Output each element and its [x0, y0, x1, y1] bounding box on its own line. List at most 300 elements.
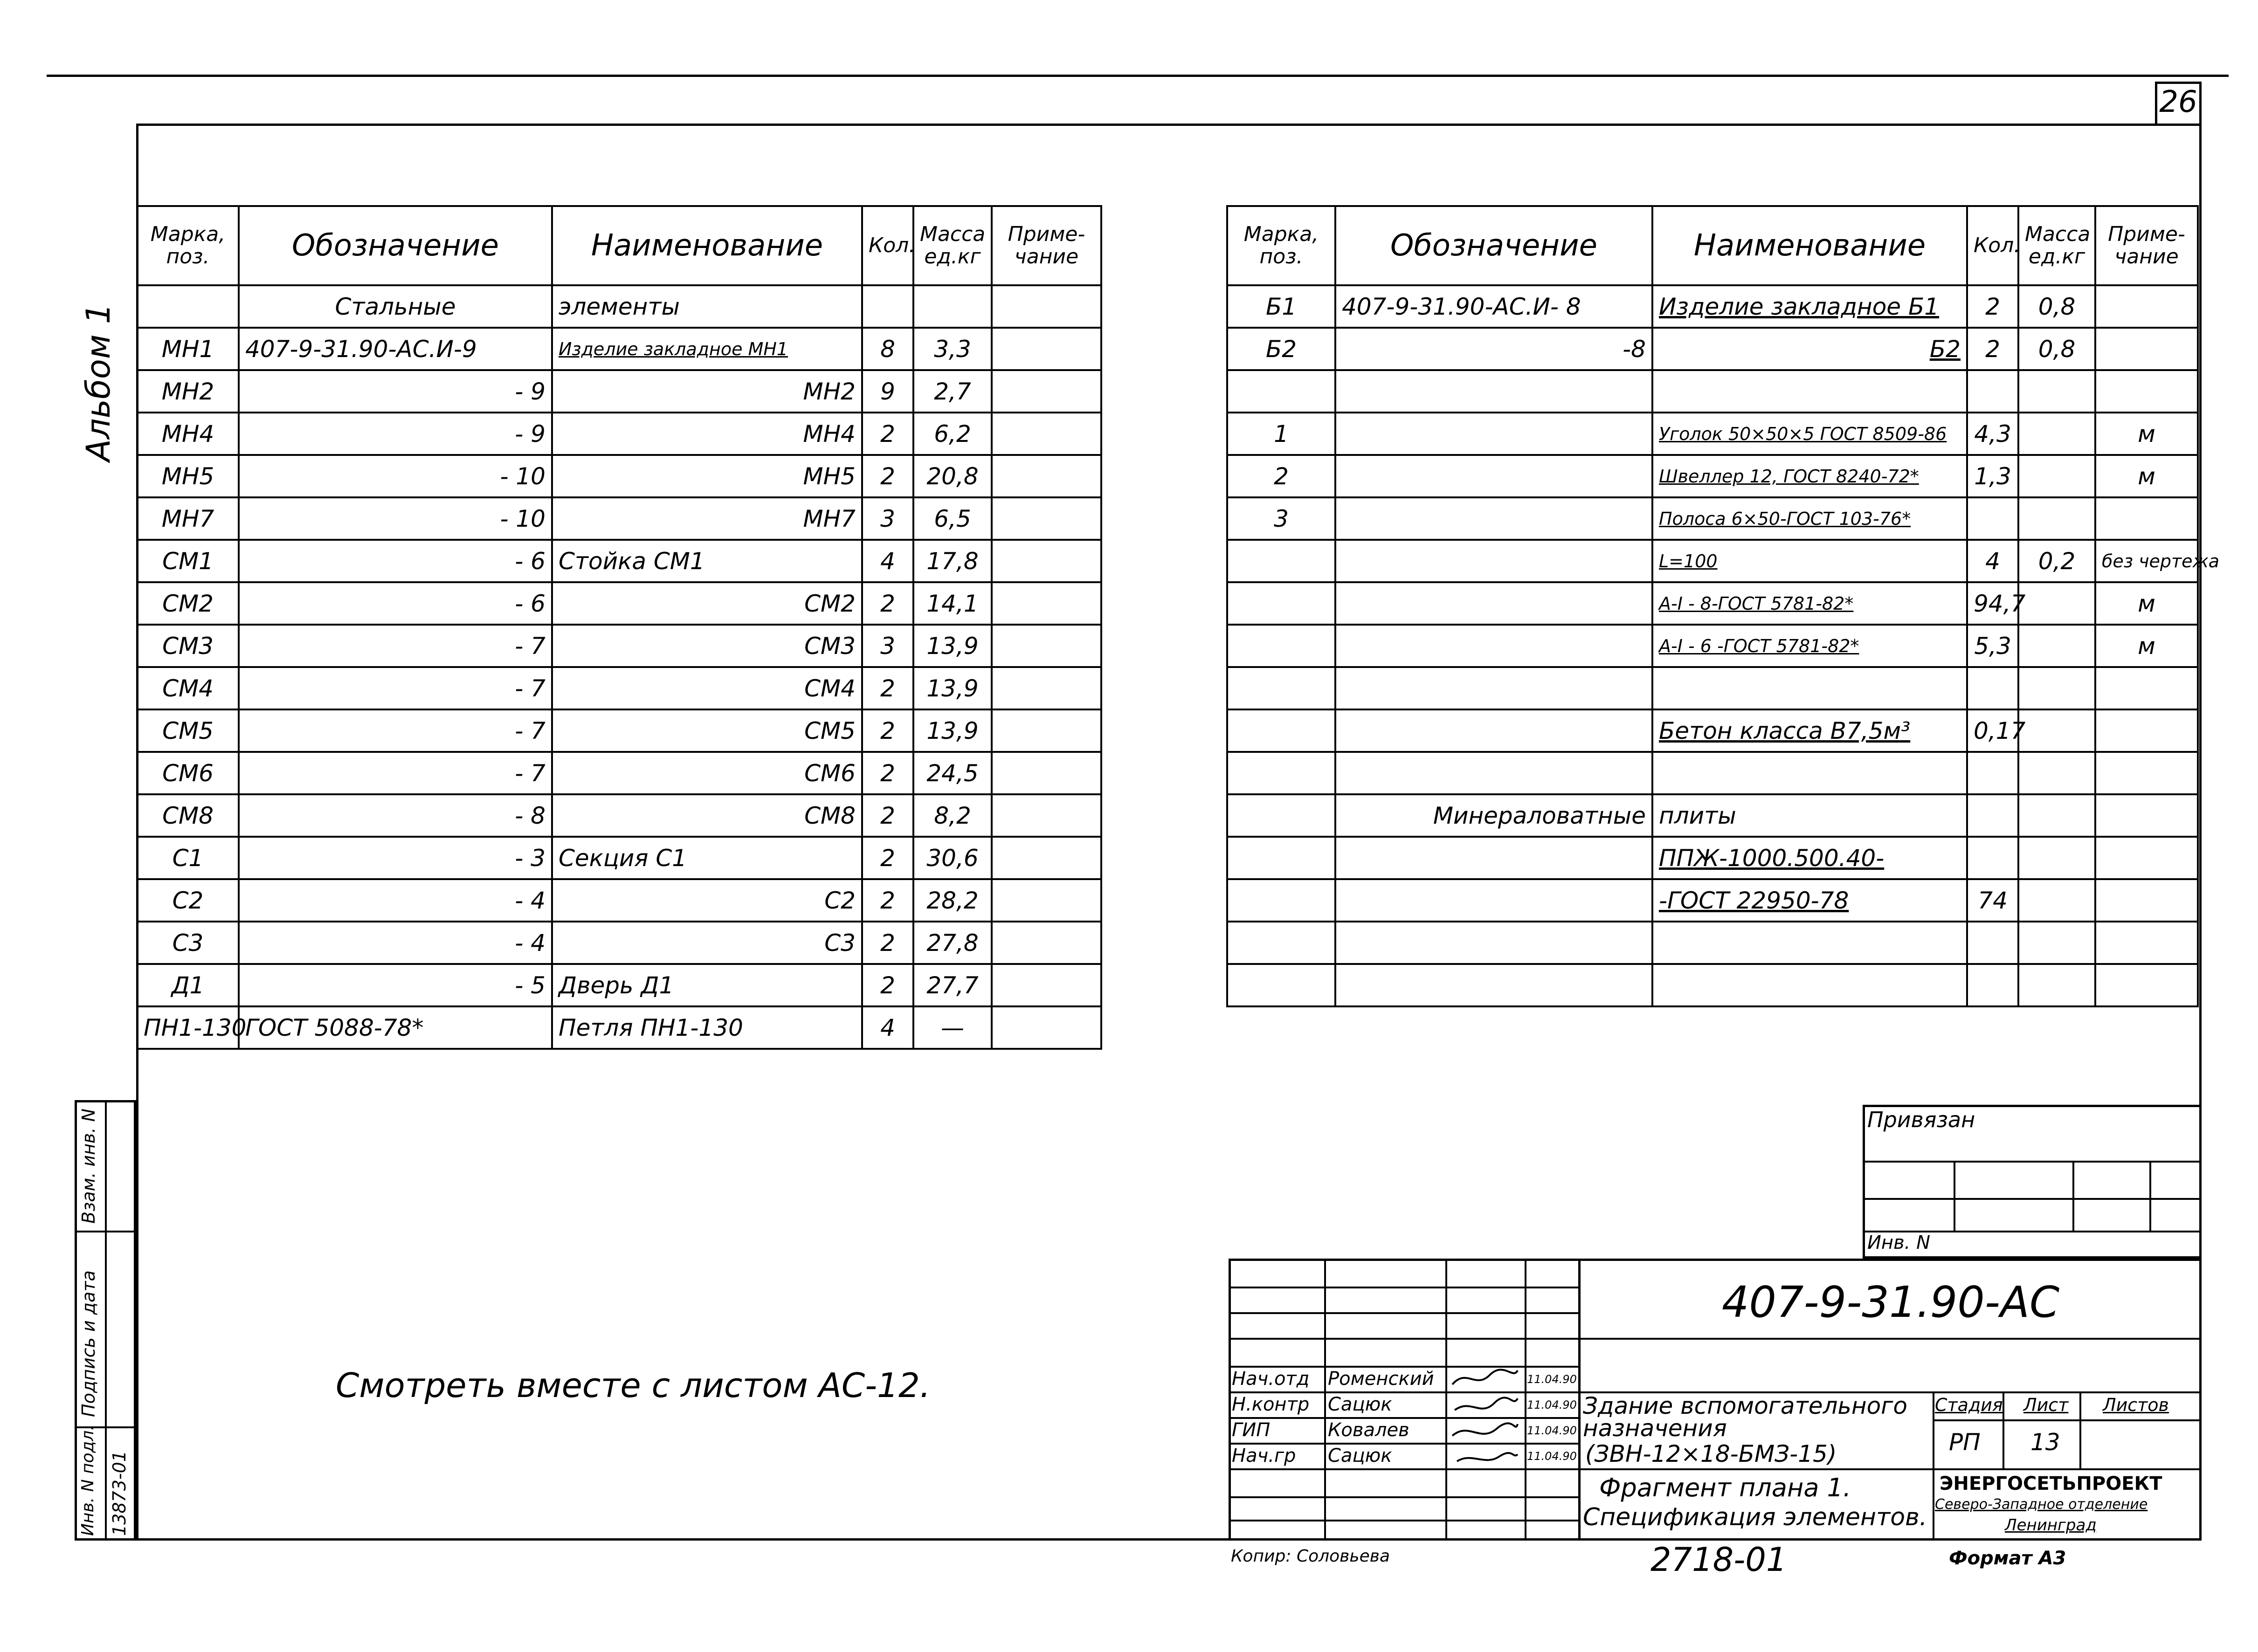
rt-cell: [1967, 794, 2018, 837]
stage-value: РП: [1949, 1429, 1981, 1456]
lt-cell: - 4: [239, 922, 552, 964]
rt-cell: [1652, 922, 1967, 964]
rt-cell: м: [2095, 625, 2198, 667]
rt-row: [1227, 879, 2198, 922]
lt-cell: 20,8: [913, 455, 992, 497]
lt-cell: - 7: [239, 752, 552, 794]
lt-cell: 8: [862, 328, 913, 370]
lt-cell: МН5: [137, 455, 239, 497]
rt-cell: 3: [1227, 497, 1335, 540]
rt-row: [1227, 413, 2198, 455]
lt-row: [137, 964, 1101, 1006]
rt-cell: [2018, 667, 2095, 709]
lt-cell: - 3: [239, 837, 552, 879]
lt-cell: - 10: [239, 455, 552, 497]
rt-header-name: Наименование: [1652, 206, 1967, 285]
sheet-number: 26: [2159, 85, 2197, 119]
rt-cell: без чертежа: [2095, 540, 2198, 582]
staff-role-3: Нач.гр: [1232, 1445, 1296, 1466]
rt-cell: 0,2: [2018, 540, 2095, 582]
rt-cell: [1652, 752, 1967, 794]
rt-row: [1227, 497, 2198, 540]
lt-cell: [992, 582, 1101, 625]
rt-cell: А-I - 8-ГОСТ 5781-82*: [1652, 582, 1967, 625]
rt-cell: [1652, 964, 1967, 1006]
lt-cell: 3: [862, 497, 913, 540]
lt-cell: СМ1: [137, 540, 239, 582]
lt-cell: [992, 328, 1101, 370]
rt-cell: -8: [1335, 328, 1652, 370]
lt-cell: [992, 1006, 1101, 1049]
attached-title: Привязан: [1867, 1107, 1975, 1132]
rt-row: [1227, 455, 2198, 497]
lt-cell: ПН1-130: [137, 1006, 239, 1049]
lt-cell: С2: [552, 879, 862, 922]
lt-cell: [992, 879, 1101, 922]
tb-h2: [1229, 1312, 1578, 1314]
rt-cell: 4,3: [1967, 413, 2018, 455]
rt-cell: [1967, 370, 2018, 413]
lt-cell: —: [913, 1006, 992, 1049]
stage-label: Стадия: [1935, 1395, 2003, 1415]
rt-cell: [1227, 837, 1335, 879]
lt-header-designation: Обозначение: [239, 206, 552, 285]
rt-header-note: Приме- чание: [2095, 206, 2198, 285]
lt-row: [137, 922, 1101, 964]
rt-row: [1227, 794, 2198, 837]
lt-cell: 2: [862, 964, 913, 1006]
rt-cell: [2095, 328, 2198, 370]
lt-cell: - 6: [239, 582, 552, 625]
rt-cell: [1335, 837, 1652, 879]
lt-cell: [992, 370, 1101, 413]
tb-h7: [1229, 1443, 1578, 1445]
rt-row: [1227, 752, 2198, 794]
lt-cell: 2: [862, 922, 913, 964]
rt-cell: [1967, 667, 2018, 709]
attached-vline-3: [2149, 1161, 2151, 1231]
format-label: Формат А3: [1949, 1548, 2066, 1569]
lt-cell: 4: [862, 540, 913, 582]
lt-cell: Петля ПН1-130: [552, 1006, 862, 1049]
lt-cell: МН7: [137, 497, 239, 540]
lt-cell: МН4: [137, 413, 239, 455]
rt-cell: [2018, 837, 2095, 879]
lt-cell: СМ5: [137, 709, 239, 752]
rt-cell: [2018, 455, 2095, 497]
rt-cell: [1227, 582, 1335, 625]
lt-cell: [913, 285, 992, 328]
lt-cell: 27,7: [913, 964, 992, 1006]
lt-cell: СМ4: [137, 667, 239, 709]
tb-v1: [1324, 1259, 1326, 1541]
lt-cell: СМ6: [552, 752, 862, 794]
rt-cell: [2095, 370, 2198, 413]
sheet-top-rule: [47, 75, 2229, 77]
lt-cell: 9: [862, 370, 913, 413]
lt-cell: 2: [862, 709, 913, 752]
rt-cell: [2018, 370, 2095, 413]
rt-cell: Бетон класса В7,5м³: [1652, 709, 1967, 752]
rt-cell: [1227, 625, 1335, 667]
rt-cell: 0,17: [1967, 709, 2018, 752]
staff-date-2: 11.04.90: [1527, 1424, 1577, 1437]
lt-row: [137, 1006, 1101, 1049]
org-sub: Северо-Западное отделение: [1935, 1496, 2148, 1513]
rt-cell: [2018, 582, 2095, 625]
rt-cell: Б2: [1227, 328, 1335, 370]
rt-row: [1227, 328, 2198, 370]
rt-cell: [1652, 370, 1967, 413]
staff-name-0: Роменский: [1328, 1368, 1434, 1390]
lt-cell: Стальные: [239, 285, 552, 328]
signature-marks: [1448, 1366, 1522, 1468]
lt-header-note: Приме- чание: [992, 206, 1101, 285]
lt-row: [137, 413, 1101, 455]
lt-cell: [992, 752, 1101, 794]
rt-cell: 5,3: [1967, 625, 2018, 667]
lt-row: [137, 667, 1101, 709]
lt-cell: 8,2: [913, 794, 992, 837]
lt-cell: МН4: [552, 413, 862, 455]
right-spec-table: [1226, 205, 2220, 1007]
lt-cell: элементы: [552, 285, 862, 328]
attached-vline-2: [2072, 1161, 2074, 1231]
lt-cell: [992, 709, 1101, 752]
rt-cell: м: [2095, 413, 2198, 455]
rt-cell: [2018, 794, 2095, 837]
lt-cell: - 9: [239, 413, 552, 455]
lt-cell: 2: [862, 879, 913, 922]
rt-cell: L=100: [1652, 540, 1967, 582]
lt-cell: С3: [137, 922, 239, 964]
rt-cell: -ГОСТ 22950-78: [1652, 879, 1967, 922]
lt-row: [137, 709, 1101, 752]
rt-cell: м: [2095, 582, 2198, 625]
lt-cell: МН1: [137, 328, 239, 370]
rt-cell: [1967, 964, 2018, 1006]
lt-cell: - 6: [239, 540, 552, 582]
lt-cell: 30,6: [913, 837, 992, 879]
rt-row: [1227, 285, 2198, 328]
rt-cell: [1227, 922, 1335, 964]
lt-row: [137, 582, 1101, 625]
staff-name-1: Сацюк: [1328, 1394, 1392, 1415]
rt-cell: [1335, 964, 1652, 1006]
stage-h1: [1933, 1419, 2202, 1421]
staff-role-0: Нач.отд: [1232, 1368, 1310, 1390]
lt-cell: [992, 922, 1101, 964]
lt-row: [137, 752, 1101, 794]
rt-cell: Изделие закладное Б1: [1652, 285, 1967, 328]
rt-cell: [1335, 709, 1652, 752]
lt-cell: - 8: [239, 794, 552, 837]
tb-v3: [1525, 1259, 1526, 1541]
rt-cell: [1967, 922, 2018, 964]
rt-cell: А-I - 6 -ГОСТ 5781-82*: [1652, 625, 1967, 667]
rt-cell: Уголок 50×50×5 ГОСТ 8509-86: [1652, 413, 1967, 455]
lt-cell: [992, 794, 1101, 837]
lt-cell: [862, 285, 913, 328]
lt-cell: 2: [862, 752, 913, 794]
left-strip-sep-1: [75, 1231, 136, 1232]
rt-header-mass: Масса ед.кг: [2018, 206, 2095, 285]
lt-cell: Секция С1: [552, 837, 862, 879]
rt-cell: плиты: [1652, 794, 1967, 837]
lt-cell: СМ8: [137, 794, 239, 837]
lt-cell: - 5: [239, 964, 552, 1006]
rt-cell: 0,8: [2018, 285, 2095, 328]
rt-cell: [2095, 285, 2198, 328]
rt-cell: [1967, 752, 2018, 794]
rt-cell: [1335, 879, 1652, 922]
lt-cell: [992, 667, 1101, 709]
lt-header-name: Наименование: [552, 206, 862, 285]
rt-cell: [1335, 625, 1652, 667]
rt-cell: Минераловатные: [1335, 794, 1652, 837]
building-name: Здание вспомогательного назначения: [1583, 1392, 1908, 1442]
lt-cell: ГОСТ 5088-78*: [239, 1006, 552, 1049]
rt-header-qty: Кол.: [1967, 206, 2018, 285]
lt-cell: СМ2: [552, 582, 862, 625]
rt-cell: 4: [1967, 540, 2018, 582]
rt-cell: Б1: [1227, 285, 1335, 328]
lt-cell: 14,1: [913, 582, 992, 625]
lt-row: [137, 328, 1101, 370]
rt-cell: [2018, 413, 2095, 455]
lt-row: [137, 540, 1101, 582]
rt-row: [1227, 964, 2198, 1006]
rt-cell: 2: [1967, 328, 2018, 370]
lt-cell: 3: [862, 625, 913, 667]
stage-v1: [1933, 1391, 1934, 1541]
rt-cell: [2095, 794, 2198, 837]
lt-cell: [992, 413, 1101, 455]
sheets-label: Листов: [2103, 1395, 2169, 1415]
tb-h4: [1229, 1366, 1578, 1368]
see-also-note: Смотреть вместе с листом АС-12.: [336, 1366, 931, 1405]
lt-cell: - 4: [239, 879, 552, 922]
lt-cell: - 7: [239, 709, 552, 752]
rt-cell: 2: [1967, 285, 2018, 328]
lt-cell: - 7: [239, 667, 552, 709]
lt-cell: 24,5: [913, 752, 992, 794]
rt-cell: [1335, 540, 1652, 582]
lt-cell: 2,7: [913, 370, 992, 413]
rt-header-mark: Марка, поз.: [1227, 206, 1335, 285]
rt-cell: [2095, 837, 2198, 879]
tb-h10: [1229, 1520, 1578, 1521]
tb-h3: [1229, 1338, 2202, 1340]
lt-cell: [137, 285, 239, 328]
lt-row: [137, 794, 1101, 837]
rt-cell: [2095, 667, 2198, 709]
rt-cell: 0,8: [2018, 328, 2095, 370]
document-code: 407-9-31.90-АС: [1721, 1277, 2060, 1327]
rt-cell: [1967, 497, 2018, 540]
rt-cell: [1335, 922, 1652, 964]
attached-vline-1: [1954, 1161, 1955, 1231]
staff-role-1: Н.контр: [1232, 1394, 1310, 1415]
rt-cell: 94,7: [1967, 582, 2018, 625]
lt-cell: СМ5: [552, 709, 862, 752]
lt-cell: С3: [552, 922, 862, 964]
lt-cell: 13,9: [913, 667, 992, 709]
lt-cell: МН5: [552, 455, 862, 497]
lt-row: [137, 455, 1101, 497]
rt-cell: ППЖ-1000.500.40-: [1652, 837, 1967, 879]
rt-cell: [1227, 794, 1335, 837]
lt-cell: [992, 837, 1101, 879]
sheet-title-2: Спецификация элементов.: [1583, 1503, 1927, 1531]
lt-cell: С1: [137, 837, 239, 879]
lt-cell: 28,2: [913, 879, 992, 922]
rt-header-designation: Обозначение: [1335, 206, 1652, 285]
rt-cell: [1652, 667, 1967, 709]
staff-role-2: ГИП: [1232, 1419, 1271, 1441]
staff-date-1: 11.04.90: [1527, 1398, 1577, 1411]
rt-cell: [2018, 625, 2095, 667]
rt-cell: [1967, 837, 2018, 879]
lt-row: [137, 837, 1101, 879]
strip-inv-value: 13873-01: [109, 1451, 130, 1536]
lt-cell: 2: [862, 413, 913, 455]
album-label: Альбом 1: [79, 303, 117, 461]
staff-date-3: 11.04.90: [1527, 1450, 1577, 1463]
org-name: ЭНЕРГОСЕТЬПРОЕКТ: [1940, 1473, 2162, 1494]
lt-cell: - 7: [239, 625, 552, 667]
lt-cell: - 10: [239, 497, 552, 540]
rt-cell: Б2: [1652, 328, 1967, 370]
rt-cell: м: [2095, 455, 2198, 497]
rt-cell: [2018, 922, 2095, 964]
rt-cell: [1227, 879, 1335, 922]
rt-row: [1227, 667, 2198, 709]
rt-row: [1227, 540, 2198, 582]
rt-cell: [2018, 879, 2095, 922]
lt-cell: 6,2: [913, 413, 992, 455]
rt-cell: [2018, 709, 2095, 752]
lt-cell: 407-9-31.90-АС.И-9: [239, 328, 552, 370]
lt-cell: Стойка СМ1: [552, 540, 862, 582]
rt-cell: Полоса 6×50-ГОСТ 103-76*: [1652, 497, 1967, 540]
rt-cell: [2018, 964, 2095, 1006]
rt-cell: [1335, 413, 1652, 455]
lt-cell: [992, 540, 1101, 582]
lt-cell: 2: [862, 582, 913, 625]
strip-label-replaced: Взам. инв. N: [78, 1108, 99, 1224]
rt-cell: [1335, 752, 1652, 794]
lt-cell: МН2: [137, 370, 239, 413]
tb-v2: [1445, 1259, 1447, 1541]
building-sub: (ЗВН-12×18-БМЗ-15): [1585, 1440, 1837, 1467]
lt-cell: 2: [862, 837, 913, 879]
rt-cell: [2095, 922, 2198, 964]
drawing-number: 2718-01: [1650, 1541, 1787, 1579]
lt-cell: [992, 455, 1101, 497]
lt-cell: МН7: [552, 497, 862, 540]
rt-cell: [1335, 667, 1652, 709]
strip-label-signature: Подпись и дата: [78, 1270, 99, 1417]
rt-cell: [1335, 455, 1652, 497]
lt-header-mass: Масса ед.кг: [913, 206, 992, 285]
rt-cell: [2095, 497, 2198, 540]
lt-row: [137, 879, 1101, 922]
lt-cell: СМ3: [137, 625, 239, 667]
stage-v3: [2079, 1391, 2081, 1468]
lt-cell: 13,9: [913, 709, 992, 752]
staff-name-3: Сацюк: [1328, 1445, 1392, 1466]
rt-cell: [1335, 370, 1652, 413]
rt-cell: [1227, 540, 1335, 582]
rt-cell: [2018, 497, 2095, 540]
lt-cell: МН2: [552, 370, 862, 413]
sheet-title-1: Фрагмент плана 1.: [1599, 1473, 1851, 1502]
tb-h6: [1229, 1417, 1578, 1419]
lt-cell: Дверь Д1: [552, 964, 862, 1006]
rt-cell: 74: [1967, 879, 2018, 922]
rt-cell: [1335, 497, 1652, 540]
rt-row: [1227, 370, 2198, 413]
sheet-value: 13: [2030, 1429, 2060, 1456]
lt-cell: 27,8: [913, 922, 992, 964]
rt-cell: [1335, 582, 1652, 625]
lt-cell: [992, 625, 1101, 667]
staff-name-2: Ковалев: [1328, 1419, 1409, 1441]
rt-cell: 1: [1227, 413, 1335, 455]
left-spec-table: [136, 205, 1102, 1050]
copied-by: Копир: Соловьева: [1231, 1547, 1390, 1566]
rt-cell: 2: [1227, 455, 1335, 497]
lt-cell: 2: [862, 667, 913, 709]
rt-cell: [1227, 370, 1335, 413]
sheet-label: Лист: [2023, 1395, 2069, 1415]
rt-cell: [1227, 709, 1335, 752]
tb-h1: [1229, 1287, 1578, 1288]
rt-cell: [2095, 752, 2198, 794]
lt-cell: [992, 964, 1101, 1006]
lt-cell: 17,8: [913, 540, 992, 582]
left-strip-divider: [105, 1100, 107, 1541]
rt-cell: 407-9-31.90-АС.И- 8: [1335, 285, 1652, 328]
lt-cell: Изделие закладное МН1: [552, 328, 862, 370]
rt-cell: [1227, 752, 1335, 794]
lt-cell: 2: [862, 455, 913, 497]
rt-cell: [2095, 879, 2198, 922]
lt-cell: СМ3: [552, 625, 862, 667]
attached-inv-label: Инв. N: [1867, 1232, 1930, 1253]
lt-cell: СМ6: [137, 752, 239, 794]
lt-cell: [992, 497, 1101, 540]
strip-label-inv: Инв. N подл.: [78, 1425, 97, 1536]
lt-row: [137, 285, 1101, 328]
lt-cell: 6,5: [913, 497, 992, 540]
lt-row: [137, 625, 1101, 667]
lt-cell: 4: [862, 1006, 913, 1049]
lt-cell: - 9: [239, 370, 552, 413]
lt-cell: Д1: [137, 964, 239, 1006]
rt-row: [1227, 709, 2198, 752]
staff-date-0: 11.04.90: [1527, 1373, 1577, 1386]
lt-row: [137, 497, 1101, 540]
rt-cell: [2018, 752, 2095, 794]
lt-cell: С2: [137, 879, 239, 922]
rt-cell: Швеллер 12, ГОСТ 8240-72*: [1652, 455, 1967, 497]
lt-cell: 2: [862, 794, 913, 837]
rt-cell: [2095, 964, 2198, 1006]
lt-cell: СМ2: [137, 582, 239, 625]
lt-row: [137, 370, 1101, 413]
